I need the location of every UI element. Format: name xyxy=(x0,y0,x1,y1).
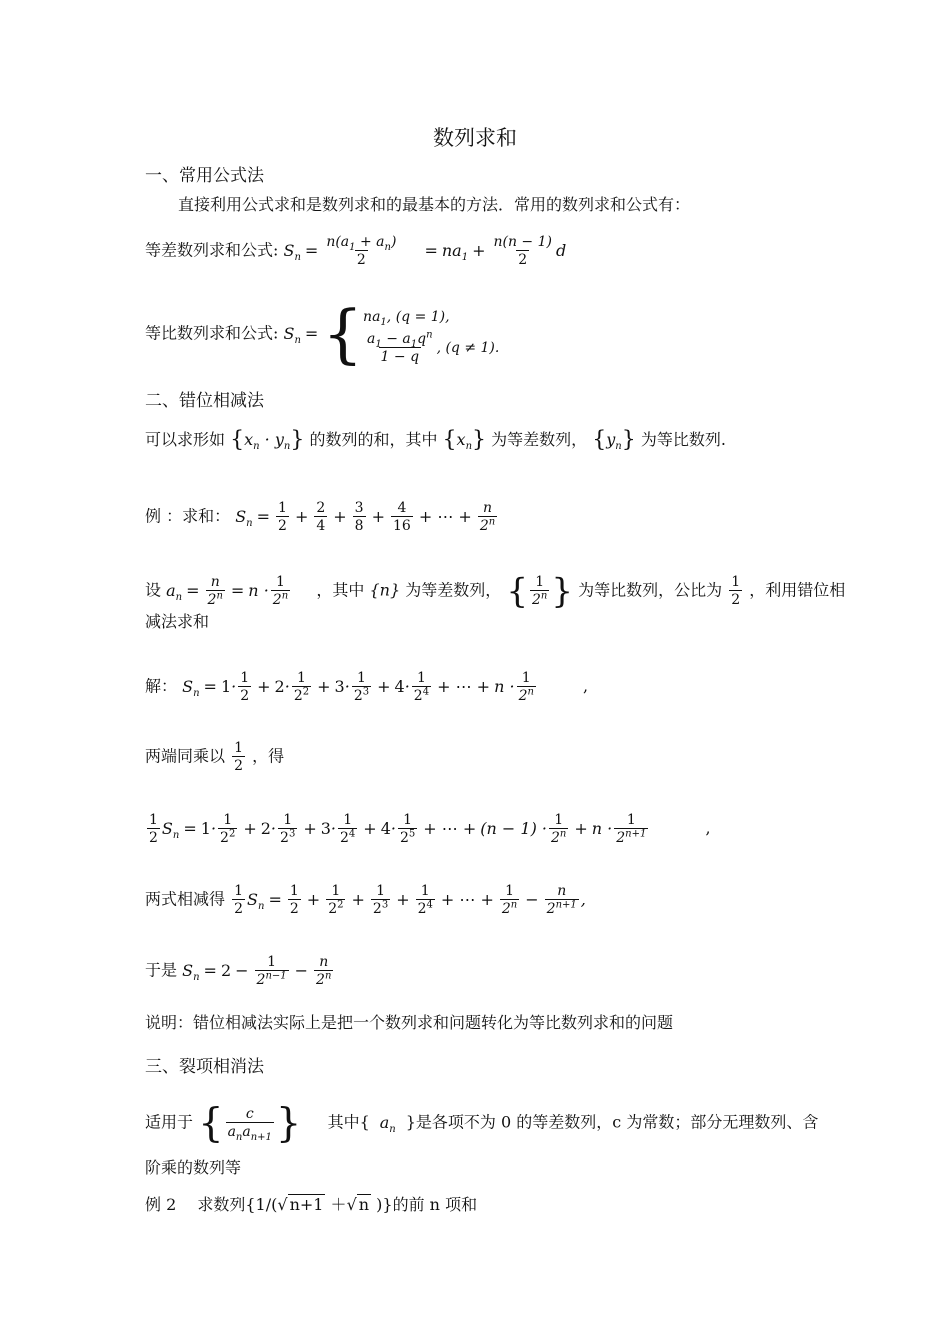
section-1-intro: 直接利用公式求和是数列求和的最基本的方法．常用的数列求和公式有： xyxy=(178,195,691,214)
section-1-heading: 一、常用公式法 xyxy=(145,166,264,186)
note-line: 说明：错位相减法实际上是把一个数列求和问题转化为等比数列求和的问题 xyxy=(145,1013,674,1032)
example-2: 例 2 求数列{1/(√ n+1 ＋√ n )}的前 n 项和 xyxy=(145,1195,478,1214)
misaligned-intro: 可以求形如 $\{x_n \cdot y_n\}$ 的数列的和，其中 $\{x_n\}$ 为等差数列， $\{y_n\}$ 为等比数列. xyxy=(145,427,726,453)
arithmetic-sum-formula xyxy=(145,234,566,268)
telescoping-intro-cont: 阶乘的数列等 xyxy=(145,1158,242,1177)
arith-formula: $S_n$ = $\frac{n(a_1 + a_n)}{2}$ = $na_1$ + $\frac{n(n - 1)}{2}$ d xyxy=(283,234,567,268)
example-1: 例 ：求和： $S_n$ = $\frac{1}{2}$ + $\frac{2}{4}$ + $\frac{3}{8}$ + $\frac{4}{16}$ + ⋯ + $\frac{n}{2^n}$ xyxy=(145,500,496,534)
multiply-line: 两端同乘以 $\frac{1}{2}$ ，得 xyxy=(145,740,285,774)
setup-line: 设 $a_n$ = $\frac{n}{2^n}$ = n · $\frac{1}{2^n}$ ，其中 {n} 为等差数列， { $\frac{1}{2^n}$ } 为等比数列，公比为 $\frac{1}{2}$ ，利用错位相 xyxy=(145,571,846,611)
arith-label: 等差数列求和公式: xyxy=(145,240,279,260)
section-3-heading: 三、裂项相消法 xyxy=(145,1057,264,1077)
page-title: 数列求和 xyxy=(433,126,517,150)
setup-line-cont: 减法求和 xyxy=(145,612,210,631)
half-sum-line: $\frac{1}{2}$ $S_n = 1\cdot$ $\frac{1}{2^2}$ + 2· $\frac{1}{2^3}$ + 3· $\frac{1}{2^4}$ + 4· $\frac{1}{2^5}$ + ⋯ + (n − 1) · $\frac{1}{2^n}$ + n · $\frac{1}{2^{n+1}}$ , xyxy=(149,812,711,846)
telescoping-intro: 适用于 { $\frac{c}{a_na_{n+1}}$ } 其中{ $a_n$ }是各项不为 0 的等差数列，c 为常数；部分无理数列、含 xyxy=(145,1100,819,1146)
geom-label: 等比数列求和公式: xyxy=(145,323,279,343)
geom-formula: $S_n$ ={ $na_1$, (q = 1), $\frac{a_1 - a_1q^n}{1 - q}$ , (q ≠ 1). xyxy=(283,297,500,371)
result-line: 于是 $S_n = 2$ − $\frac{1}{2^{n-1}}$ − $\frac{n}{2^n}$ xyxy=(145,954,332,988)
difference-line: 两式相减得 $\frac{1}{2}$ $S_n$ = $\frac{1}{2}$ + $\frac{1}{2^2}$ + $\frac{1}{2^3}$ + $\frac{1}{2^4}$ + ⋯ + $\frac{1}{2^n}$ − $\frac{n}{2^{n+1}}$ , xyxy=(145,883,586,917)
section-2-heading: 二、错位相减法 xyxy=(145,391,264,411)
geometric-sum-formula xyxy=(145,297,500,371)
solution-line: 解： $S_n = 1\cdot$ $\frac{1}{2}$ + 2· $\frac{1}{2^2}$ + 3· $\frac{1}{2^3}$ + 4· $\frac{1}{2^4}$ + ⋯ + n · $\frac{1}{2^n}$ , xyxy=(145,670,589,704)
